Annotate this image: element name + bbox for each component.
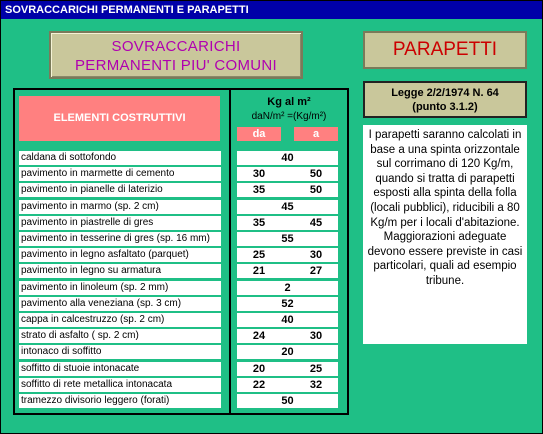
unit-subheader: daN/m² =(Kg/m²) (251, 111, 327, 122)
column-header-from: da (237, 127, 281, 141)
row-label: intonaco di soffitto (19, 345, 221, 359)
row-cell-gap (281, 264, 294, 278)
row-value-to: 30 (294, 248, 338, 262)
row-cell-gap (281, 167, 294, 181)
row-value-from: 22 (237, 378, 281, 392)
legge-box (363, 81, 527, 118)
row-value-to: 30 (294, 329, 338, 343)
row-cell-gap (281, 216, 294, 230)
row-label: pavimento in pianelle di laterizio (19, 183, 221, 197)
row-value-from: 35 (237, 183, 281, 197)
row-value-to: 27 (294, 264, 338, 278)
row-value: 20 (237, 345, 338, 359)
row-label: soffitto di rete metallica intonacata (19, 378, 221, 392)
left-title-line1: SOVRACCARICHI (111, 38, 241, 55)
row-value-from: 25 (237, 248, 281, 262)
row-cell-gap (281, 248, 294, 262)
row-value: 2 (237, 281, 338, 295)
window-title: SOVRACCARICHI PERMANENTI E PARAPETTI (1, 1, 542, 19)
row-value-to: 50 (294, 167, 338, 181)
row-value: 40 (237, 151, 338, 165)
row-value-from: 24 (237, 329, 281, 343)
row-value-from: 35 (237, 216, 281, 230)
row-value: 50 (237, 394, 338, 408)
left-section-title (49, 31, 303, 79)
column-header-elements: ELEMENTI COSTRUTTIVI (19, 96, 220, 141)
row-value: 55 (237, 232, 338, 246)
parapetti-note: I parapetti saranno calcolati in base a una spinta orizzontale sul corrimano di 120 Kg/m, quando si tratta di parapetti esposti alla spinta della folla (locali pubblici), riducibili a 80 Kg/m per i locali d'abitazione. Maggiorazioni adeguate devono essere previste in casi particolari, quali ad esempio tribune. (363, 125, 527, 344)
legge-line2: (punto 3.1.2) (412, 101, 478, 113)
row-value-to: 32 (294, 378, 338, 392)
row-cell-gap (281, 329, 294, 343)
parapetti-title: PARAPETTI (363, 31, 527, 69)
row-label: soffitto di stuoie intonacate (19, 362, 221, 376)
row-label: pavimento in piastrelle di gres (19, 216, 221, 230)
row-label: pavimento alla veneziana (sp. 3 cm) (19, 297, 221, 311)
row-label: tramezzo divisorio leggero (forati) (19, 394, 221, 408)
row-label: strato di asfalto ( sp. 2 cm) (19, 329, 221, 343)
row-value-from: 21 (237, 264, 281, 278)
row-value: 52 (237, 297, 338, 311)
legge-line1: Legge 2/2/1974 N. 64 (391, 87, 499, 99)
row-value-to: 50 (294, 183, 338, 197)
row-value: 40 (237, 313, 338, 327)
column-header-to: a (294, 127, 338, 141)
row-cell-gap (281, 362, 294, 376)
row-label: pavimento in legno asfaltato (parquet) (19, 248, 221, 262)
row-label: cappa in calcestruzzo (sp. 2 cm) (19, 313, 221, 327)
row-value-from: 20 (237, 362, 281, 376)
left-title-line2: PERMANENTI PIU' COMUNI (75, 57, 277, 74)
row-label: pavimento in marmo (sp. 2 cm) (19, 200, 221, 214)
row-value-from: 30 (237, 167, 281, 181)
row-label: pavimento in marmette di cemento (19, 167, 221, 181)
row-cell-gap (281, 378, 294, 392)
row-value: 45 (237, 200, 338, 214)
unit-header: Kg al m² (267, 96, 311, 108)
row-label: pavimento in tesserine di gres (sp. 16 mm) (19, 232, 221, 246)
row-label: pavimento in legno su armatura (19, 264, 221, 278)
row-cell-gap (281, 183, 294, 197)
row-value-to: 45 (294, 216, 338, 230)
row-label: caldana di sottofondo (19, 151, 221, 165)
table-divider (229, 88, 231, 415)
row-value-to: 25 (294, 362, 338, 376)
row-label: pavimento in linoleum (sp. 2 mm) (19, 281, 221, 295)
